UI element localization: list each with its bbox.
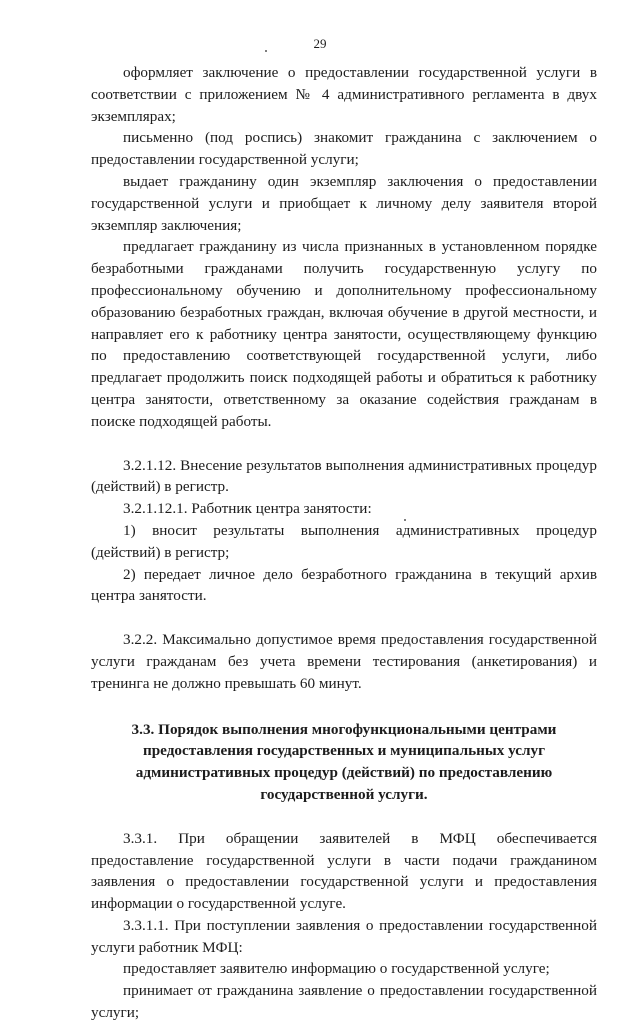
paragraph-provide-info: предоставляет заявителю информацию о государственной услуге; — [123, 960, 550, 978]
scan-speck — [265, 50, 267, 52]
paragraph-item-1: 1) вносит результаты выполнения административных процедур (действий) в регистр; — [91, 521, 597, 561]
paragraph-3-3-1: 3.3.1. При обращении заявителей в МФЦ обеспечивается предоставление государственной услуги в части подачи гражданином заявления о предоставлении государственной услуги и предоставления информации о государственной услуге. — [91, 829, 597, 913]
section-heading-3-3: 3.3. Порядок выполнения многофункциональными центрами предоставления государственных и муниципальных услуг административных процедур (действий) по предоставлению государственной услуги. — [131, 720, 557, 803]
paragraph-item-2: 2) передает личное дело безработного гражданина в текущий архив центра занятости. — [91, 565, 597, 605]
paragraph-3-3-1-1: 3.3.1.1. При поступлении заявления о предоставлении государственной услуги работник МФЦ: — [91, 916, 597, 956]
paragraph-3-2-2: 3.2.2. Максимально допустимое время предоставления государственной услуги гражданам без учета времени тестирования (анкетирования) и тренинга не должно превышать 60 минут. — [91, 631, 597, 692]
page-number: 29 — [313, 36, 327, 51]
paragraph-form-conclusion: оформляет заключение о предоставлении государственной услуги в соответствии с приложением № 4 административного регламента в двух экземплярах; — [91, 64, 597, 125]
paragraph-offer-training: предлагает гражданину из числа признанных в установленном порядке безработными гражданами получить государственную услугу по профессиональному обучению и дополнительному профессиональному образованию безработных граждан, включая обучение в другой местности, и направляет его к работнику центра занятости, осуществляющему функцию по предоставлению соответствующей государственной услуги, либо предлагает продолжить поиск подходящей работы и обратиться к работнику центра занятости, ответственному за оказание содействия гражданам в поиске подходящей работы. — [91, 238, 597, 430]
paragraph-3-2-1-12: 3.2.1.12. Внесение результатов выполнения административных процедур (действий) в регистр. — [91, 456, 597, 496]
paragraph-accept-application: принимает от гражданина заявление о предоставлении государственной услуги; — [91, 982, 597, 1022]
document-body — [91, 62, 597, 1024]
paragraph-issue-copy: выдает гражданину один экземпляр заключения о предоставлении государственной услуги и приобщает к личному делу заявителя второй экземпляр заключения; — [91, 172, 597, 234]
paragraph-3-2-1-12-1: 3.2.1.12.1. Работник центра занятости: — [123, 500, 372, 518]
paragraph-familiarize: письменно (под роспись) знакомит гражданина с заключением о предоставлении государственной услуги; — [91, 129, 597, 169]
